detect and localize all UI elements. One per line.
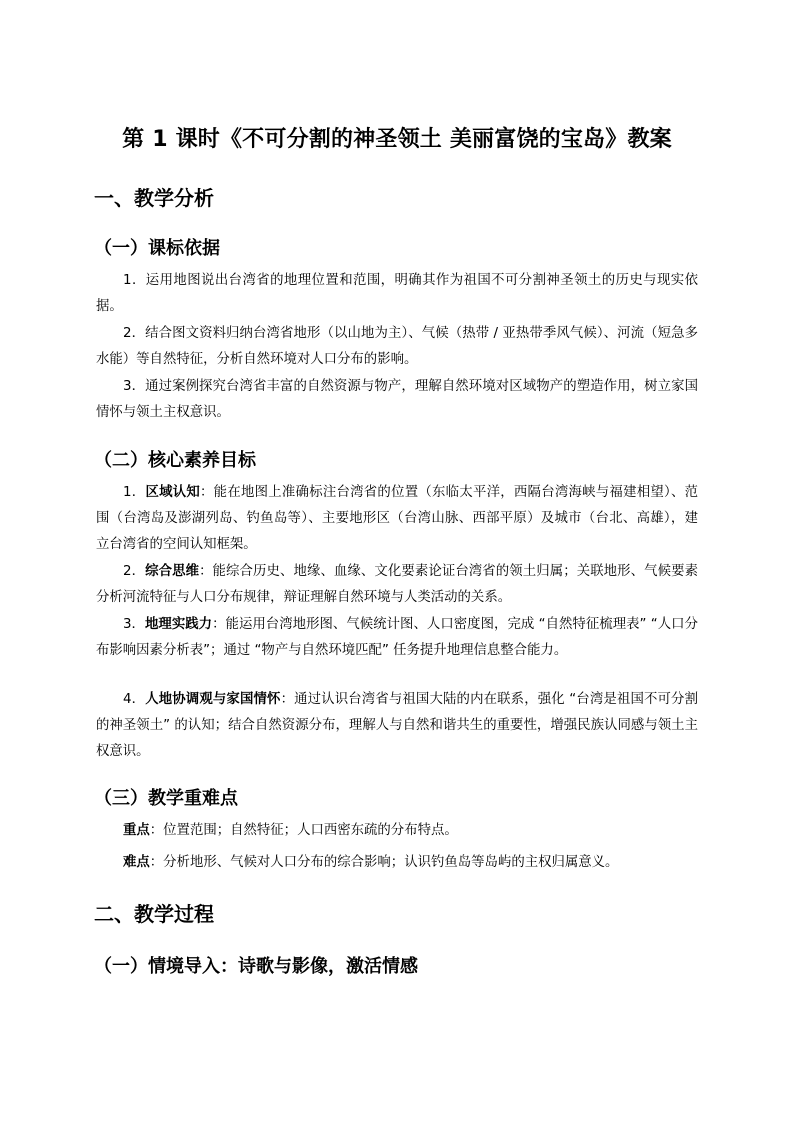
curriculum-item-3: 3．通过案例探究台湾省丰富的自然资源与物产，理解自然环境对区域物产的塑造作用，树立家国情怀与领土主权意识。 <box>96 379 698 420</box>
literacy-item-4 <box>96 687 698 765</box>
literacy-item-label: 综合思维 <box>145 564 200 579</box>
subsection-heading-core-literacy: （二）核心素养目标 <box>94 450 256 471</box>
literacy-item-label: 人地协调观与家国情怀 <box>145 692 281 707</box>
subsection-heading-key-difficult-points: （三）教学重难点 <box>94 788 238 809</box>
curriculum-item-1: 1．运用地图说出台湾省的地理位置和范围，明确其作为祖国不可分割神圣领土的历史与现实依据。 <box>96 273 698 314</box>
section-heading-teaching-analysis: 一、教学分析 <box>94 186 214 210</box>
document-title: 第 1 课时《不可分割的神圣领土 美丽富饶的宝岛》教案 <box>122 127 672 152</box>
literacy-item-text: ：通过认识台湾省与祖国大陆的内在联系，强化 “台湾是祖国不可分割的神圣领土” 的认知；结合自然资源分布，理解人与自然和谐共生的重要性，增强民族认同感与领土主权意识。 <box>96 692 698 759</box>
section-heading-teaching-process: 二、教学过程 <box>94 902 214 926</box>
literacy-item-number: 1． <box>123 485 146 500</box>
difficult-point-label: 难点 <box>123 855 150 870</box>
literacy-item-text: ：能在地图上准确标注台湾省的位置（东临太平洋，西隔台湾海峡与福建相望）、范围（台湾岛及澎湖列岛、钓鱼岛等）、主要地形区（台湾山脉、西部平原）及城市（台北、高雄），建立台湾省的空间认知框架。 <box>96 485 698 552</box>
key-point-label: 重点 <box>123 823 150 838</box>
literacy-item-text: ：能综合历史、地缘、血缘、文化要素论证台湾省的领土归属；关联地形、气候要素分析河流特征与人口分布规律，辩证理解自然环境与人类活动的关系。 <box>96 564 698 605</box>
literacy-item-label: 地理实践力 <box>144 617 213 632</box>
literacy-item-label: 区域认知 <box>145 485 201 500</box>
literacy-item-text: ：能运用台湾地形图、气候统计图、人口密度图，完成 “自然特征梳理表” “人口分布影响因素分析表”；通过 “物产与自然环境匹配” 任务提升地理信息整合能力。 <box>96 617 698 658</box>
curriculum-item-2: 2．结合图文资料归纳台湾省地形（以山地为主）、气候（热带 / 亚热带季风气候）、河流（短急多水能）等自然特征，分析自然环境对人口分布的影响。 <box>96 326 698 367</box>
difficult-point <box>96 850 698 876</box>
literacy-item-1 <box>96 480 698 558</box>
literacy-item-number: 3． <box>123 617 145 632</box>
literacy-item-2 <box>96 559 698 611</box>
difficult-point-text: ：分析地形、气候对人口分布的综合影响；认识钓鱼岛等岛屿的主权归属意义。 <box>149 855 619 870</box>
key-point <box>96 818 698 844</box>
subsection-heading-curriculum-basis: （一）课标依据 <box>94 238 220 259</box>
literacy-item-number: 2． <box>123 564 146 579</box>
literacy-item-number: 4． <box>123 692 146 707</box>
subsection-heading-situation-intro: （一）情境导入：诗歌与影像，激活情感 <box>94 956 418 977</box>
key-point-text: ：位置范围；自然特征；人口西密东疏的分布特点。 <box>149 823 458 838</box>
literacy-item-3 <box>96 612 698 664</box>
